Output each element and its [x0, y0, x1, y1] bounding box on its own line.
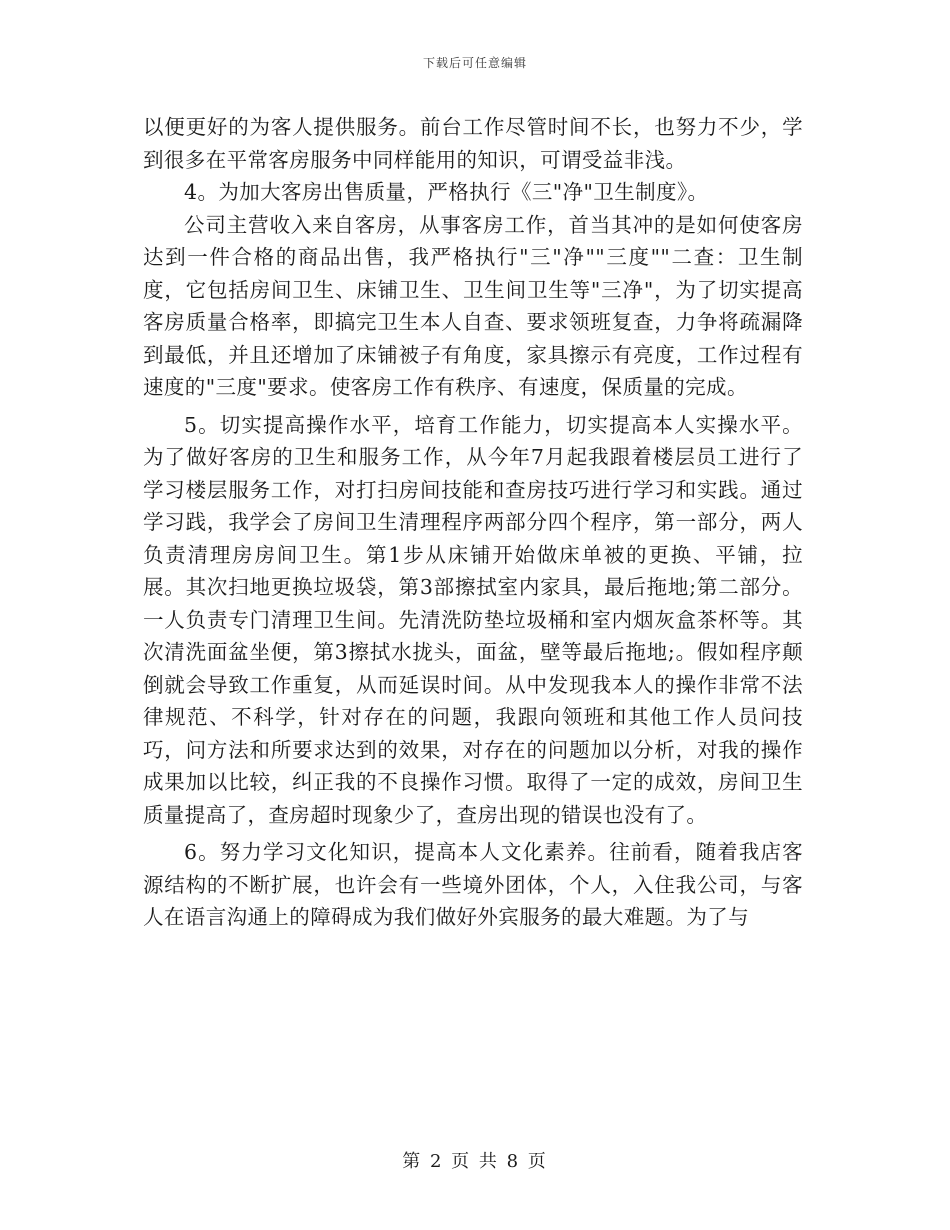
paragraph: 以便更好的为客人提供服务。前台工作尽管时间不长，也努力不少，学到很多在平常客房服务中同样能用的知识，可谓受益非浅。 — [143, 115, 803, 172]
paragraph: 5。切实提高操作水平，培育工作能力，切实提高本人实操水平。为了做好客房的卫生和服务工作，从今年7月起我跟着楼层员工进行了学习楼层服务工作，对打扫房间技能和查房技巧进行学习和实践。通过学习践，我学会了房间卫生清理程序两部分四个程序，第一部分，两人负责清理房房间卫生。第1步从床铺开始做床单被的更换、平铺，拉展。其次扫地更换垃圾袋，第3部擦拭室内家具，最后拖地;第二部分。一人负责专门清理卫生间。先清洗防垫垃圾桶和室内烟灰盒茶杯等。其次清洗面盆坐便，第3擦拭水拢头，面盆，壁等最后拖地;。假如程序颠倒就会导致工作重复，从而延误时间。从中发现我本人的操作非常不法律规范、不科学，针对存在的问题，我跟向领班和其他工作人员问技巧，问方法和所要求达到的效果，对存在的问题加以分析，对我的操作成果加以比较，纠正我的不良操作习惯。取得了一定的成效，房间卫生质量提高了，查房超时现象少了，查房出现的错误也没有了。 — [143, 412, 803, 827]
page-number: 第 2 页 共 8 页 — [402, 1151, 548, 1172]
page-header: 下载后可任意编辑 — [422, 56, 527, 70]
paragraph: 4。为加大客房出售质量，严格执行《三"净"卫生制度》。 — [184, 180, 709, 204]
paragraph: 6。努力学习文化知识，提高本人文化素养。往前看，随着我店客源结构的不断扩展，也许会有一些境外团体，个人，入住我公司，与客人在语言沟通上的障碍成为我们做好外宾服务的最大难题。为了与 — [143, 840, 803, 929]
paragraph: 公司主营收入来自客房，从事客房工作，首当其冲的是如何使客房达到一件合格的商品出售，我严格执行"三"净""三度""二查：卫生制度，它包括房间卫生、床铺卫生、卫生间卫生等"三净"，为了切实提高客房质量合格率，即搞完卫生本人自查、要求领班复查，力争将疏漏降到最低，并且还增加了床铺被子有角度，家具擦示有亮度，工作过程有速度的"三度"要求。使客房工作有秩序、有速度，保质量的完成。 — [143, 212, 803, 399]
document-body — [143, 111, 803, 934]
